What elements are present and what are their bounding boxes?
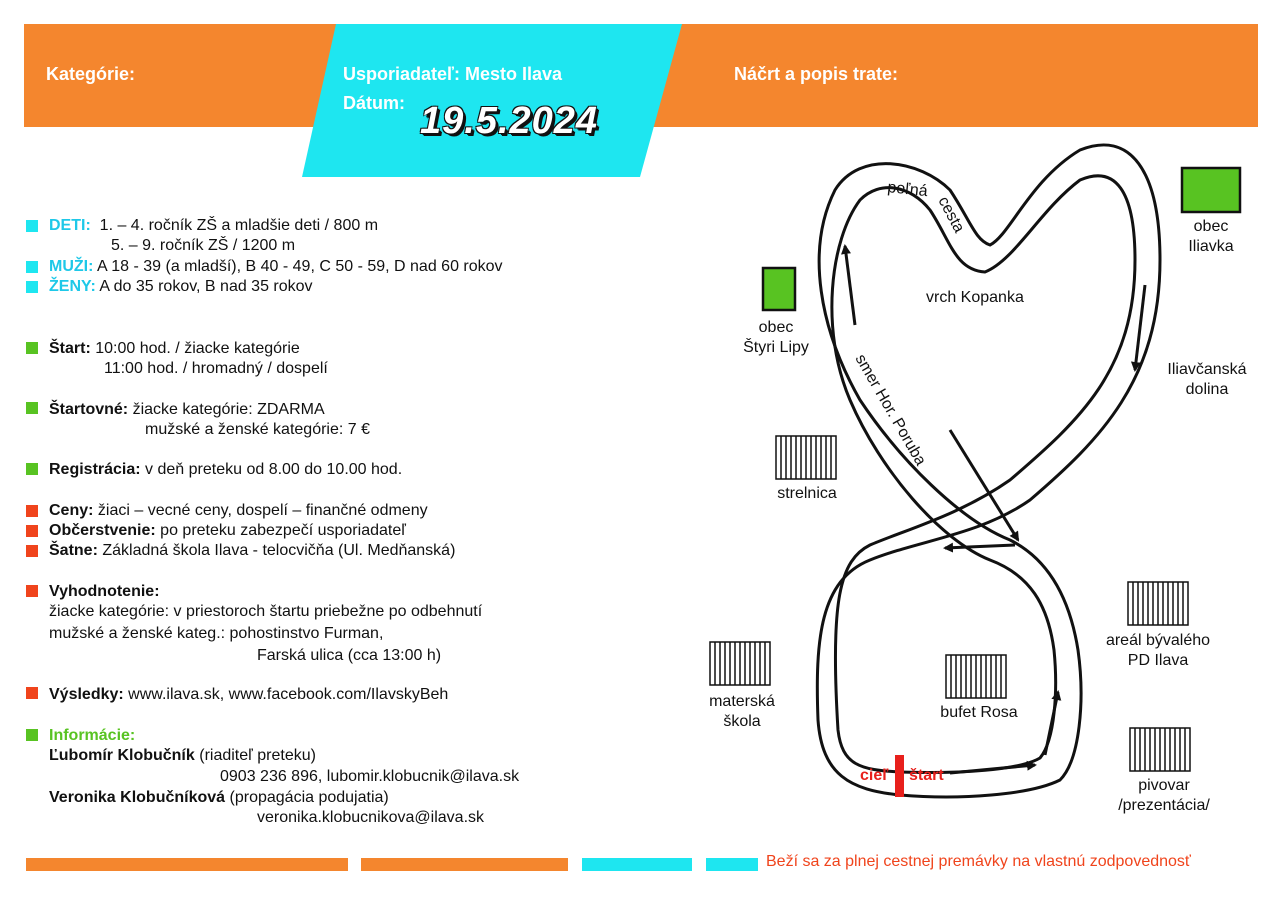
label-obec-iliavka-1: obec [1193,218,1229,235]
deti-line2: 5. – 9. ročník ZŠ / 1200 m [111,237,296,254]
start-line2: 11:00 hod. / hromadný / dospelí [104,360,328,377]
footer-disclaimer: Beží sa za plnej cestnej premávky na vlastnú zodpovednosť [766,853,1191,870]
zeny-label: ŽENY: [49,278,96,295]
label-materska [700,692,784,732]
person1-name: Ľubomír Klobučník [49,747,195,764]
deti-line1: 1. – 4. ročník ZŠ a mladšie deti / 800 m [99,217,379,234]
label-areal-1: areál bývalého [1105,632,1211,649]
fee-line1: žiacke kategórie: ZDARMA [132,401,325,418]
building-pivovar [1130,728,1190,771]
label-obec-lipy-1: obec [758,319,794,336]
label-pivovar-2: /prezentácia/ [1118,797,1210,814]
label-obec-lipy [726,318,826,358]
date-value: 19.5.2024 [420,100,599,142]
label-dolina [1158,360,1256,400]
deti-label: DETI: [49,217,91,234]
start-finish-marker [895,755,904,797]
results-text: www.ilava.sk, www.facebook.com/IlavskyBeh [128,686,449,703]
eval-label-text: Vyhodnotenie: [49,583,160,600]
person1-contact: 0903 236 896, lubomir.klobucnik@ilava.sk [220,768,520,785]
building-materska [710,642,770,685]
reg-label: Registrácia: [49,461,141,478]
label-dolina-2: dolina [1185,381,1229,398]
label-start: štart [909,767,944,784]
eval-line1: žiacke kategórie: v priestoroch štartu priebežne po odbehnutí [49,603,483,620]
organizer-text: Usporiadateľ: Mesto Ilava [343,64,562,84]
locker-label: Šatne: [49,542,98,559]
contact-label-text: Informácie: [49,727,136,744]
footer-bar-orange [26,858,348,871]
track-arrow [945,545,1015,548]
zeny-text: A do 35 rokov, B nad 35 rokov [99,278,313,295]
label-ciel: cieľ [860,767,889,784]
road-label-smer: smer Hor. Poruba [851,351,929,469]
date-label: Dátum: [343,93,405,113]
label-strelnica: strelnica [777,485,837,502]
road-label-polna: poľná [886,179,929,201]
road-label-cesta: cesta [934,193,968,236]
muzi-label: MUŽI: [49,258,94,275]
prizes-label: Ceny: [49,502,94,519]
label-areal-2: PD Ilava [1127,652,1189,669]
person2-role: (propagácia podujatia) [229,789,389,806]
track-outer-line [817,145,1160,797]
building-strelnica [776,436,836,479]
footer-bar-orange [361,858,568,871]
label-pivovar-1: pivovar [1138,777,1190,794]
start-label: Štart: [49,340,91,357]
building-bufet [946,655,1006,698]
label-materska-2: škola [723,713,761,730]
track-arrow [950,765,1035,773]
track-arrow [845,246,855,325]
label-pivovar [1104,776,1224,816]
person2-contact: veronika.klobucnikova@ilava.sk [257,809,485,826]
label-obec-iliavka-2: Iliavka [1188,238,1234,255]
footer-bar-cyan [706,858,758,871]
fee-label: Štartovné: [49,401,129,418]
prizes-text: žiaci – vecné ceny, dospelí – finančné odmeny [97,502,428,519]
label-bufet: bufet Rosa [940,704,1018,721]
eval-line2: mužské a ženské kateg.: pohostinstvo Furman, [49,625,384,642]
muzi-text: A 18 - 39 (a mladší), B 40 - 49, C 50 - 59, D nad 60 rokov [97,258,503,275]
locker-text: Základná škola Ilava - telocvičňa (Ul. Medňanská) [102,542,456,559]
categories-heading: Kategórie: [46,64,136,84]
refresh-text: po preteku zabezpečí usporiadateľ [160,522,406,539]
label-obec-iliavka [1170,217,1252,257]
label-materska-1: materská [709,693,775,710]
track-arrow [1045,692,1058,755]
footer-bar-cyan [582,858,692,871]
village-marker-styri-lipy [763,268,795,310]
results-label: Výsledky: [49,686,124,703]
label-obec-lipy-2: Štyri Lipy [743,339,809,356]
village-marker-iliavka [1182,168,1240,212]
label-kopanka: vrch Kopanka [926,289,1024,306]
eval-line3: Farská ulica (cca 13:00 h) [257,647,442,664]
person2-name: Veronika Klobučníková [49,789,226,806]
refresh-label: Občerstvenie: [49,522,156,539]
building-areal [1128,582,1188,625]
label-areal [1094,631,1222,671]
track-heading: Náčrt a popis trate: [734,64,899,84]
person1-role: (riaditeľ preteku) [199,747,316,764]
label-dolina-1: Iliavčanská [1167,361,1247,378]
start-line1: 10:00 hod. / žiacke kategórie [95,340,300,357]
reg-text: v deň preteku od 8.00 do 10.00 hod. [145,461,403,478]
fee-line2: mužské a ženské kategórie: 7 € [145,421,371,438]
